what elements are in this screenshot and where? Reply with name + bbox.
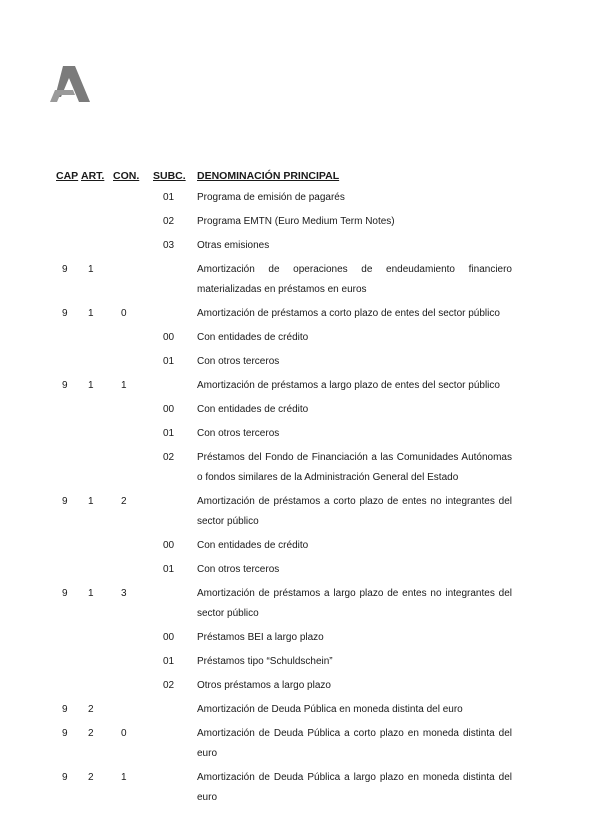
subc-cell: 03 — [163, 240, 175, 251]
denominacion-cell: Programa de emisión de pagarés — [197, 192, 345, 203]
art-cell — [81, 628, 113, 648]
subc-cell: 01 — [163, 564, 175, 575]
denominacion-cell: Con entidades de crédito — [197, 332, 309, 343]
header-denominacion: DENOMINACIÓN PRINCIPAL — [197, 170, 340, 182]
con-cell — [113, 188, 153, 208]
denominacion-cell: Préstamos tipo “Schuldschein” — [197, 656, 333, 667]
header-art: ART. — [81, 170, 105, 182]
table-row — [56, 398, 512, 422]
cap-cell — [56, 560, 81, 580]
con-cell — [113, 212, 153, 232]
art-cell — [81, 424, 113, 444]
cap-cell — [56, 676, 81, 696]
subc-cell — [153, 724, 197, 764]
table-row — [56, 258, 512, 302]
denominacion-cell: Programa EMTN (Euro Medium Term Notes) — [197, 216, 395, 227]
art-cell — [81, 560, 113, 580]
cap-cell — [56, 188, 81, 208]
table-row — [56, 650, 512, 674]
cap-cell — [56, 424, 81, 444]
subc-cell: 00 — [163, 632, 175, 643]
header-con: CON. — [113, 170, 140, 182]
con-cell — [113, 448, 153, 488]
cap-cell — [56, 212, 81, 232]
art-cell — [81, 188, 113, 208]
art-cell — [81, 236, 113, 256]
table-row — [56, 234, 512, 258]
denominacion-cell: Con entidades de crédito — [197, 540, 309, 551]
table-row — [56, 766, 512, 810]
table-row — [56, 722, 512, 766]
cap-cell — [56, 652, 81, 672]
art-cell: 1 — [88, 264, 94, 275]
con-cell — [113, 400, 153, 420]
con-cell: 0 — [121, 308, 127, 319]
con-cell: 0 — [121, 728, 127, 739]
cap-cell — [56, 448, 81, 488]
table-row — [56, 698, 512, 722]
cap-cell: 9 — [62, 308, 68, 319]
table-row — [56, 186, 512, 210]
subc-cell — [153, 584, 197, 624]
con-cell — [113, 652, 153, 672]
art-cell — [81, 676, 113, 696]
subc-cell — [153, 376, 197, 396]
table-row — [56, 446, 512, 490]
con-cell — [113, 628, 153, 648]
cap-cell: 9 — [62, 496, 68, 507]
table-row — [56, 302, 512, 326]
denominacion-cell: Amortización de Deuda Pública en moneda distinta del euro — [197, 704, 463, 715]
subc-cell — [153, 304, 197, 324]
logo-icon — [50, 66, 90, 102]
denominacion-cell: Amortización de préstamos a corto plazo de entes no integrantes del sector público — [197, 496, 512, 527]
table-row — [56, 674, 512, 698]
cap-cell: 9 — [62, 728, 68, 739]
con-cell: 2 — [121, 496, 127, 507]
art-cell — [81, 400, 113, 420]
header-cap: CAP — [56, 170, 79, 182]
denominacion-cell: Otras emisiones — [197, 240, 270, 251]
cap-cell: 9 — [62, 772, 68, 783]
cap-cell — [56, 352, 81, 372]
art-cell: 2 — [88, 728, 94, 739]
table-row — [56, 626, 512, 650]
denominacion-cell: Amortización de operaciones de endeudamiento financiero materializadas en préstamos en euros — [197, 264, 512, 295]
denominacion-cell: Con otros terceros — [197, 564, 280, 575]
subc-cell — [153, 700, 197, 720]
subc-cell: 01 — [163, 428, 175, 439]
cap-cell — [56, 536, 81, 556]
art-cell — [81, 448, 113, 488]
table-row — [56, 534, 512, 558]
subc-cell: 00 — [163, 540, 175, 551]
art-cell — [81, 536, 113, 556]
cap-cell: 9 — [62, 588, 68, 599]
subc-cell: 00 — [163, 332, 175, 343]
con-cell: 1 — [121, 772, 127, 783]
table-row — [56, 558, 512, 582]
art-cell — [81, 352, 113, 372]
table-row — [56, 350, 512, 374]
art-cell — [81, 328, 113, 348]
subc-cell: 01 — [163, 192, 175, 203]
denominacion-cell: Amortización de Deuda Pública a corto plazo en moneda distinta del euro — [197, 728, 512, 759]
denominacion-cell: Con entidades de crédito — [197, 404, 309, 415]
art-cell — [81, 652, 113, 672]
table-row — [56, 582, 512, 626]
table-row — [56, 210, 512, 234]
con-cell — [113, 536, 153, 556]
cap-cell — [56, 328, 81, 348]
denominacion-cell: Otros préstamos a largo plazo — [197, 680, 331, 691]
cap-cell: 9 — [62, 704, 68, 715]
subc-cell: 00 — [163, 404, 175, 415]
art-cell: 1 — [88, 380, 94, 391]
cap-cell: 9 — [62, 264, 68, 275]
table-body — [56, 186, 512, 810]
denominacion-cell: Amortización de préstamos a corto plazo de entes del sector público — [197, 308, 500, 319]
cap-cell — [56, 236, 81, 256]
con-cell — [113, 424, 153, 444]
table-row — [56, 422, 512, 446]
art-cell: 1 — [88, 308, 94, 319]
denominacion-cell: Amortización de préstamos a largo plazo de entes del sector público — [197, 380, 500, 391]
denominacion-cell: Préstamos BEI a largo plazo — [197, 632, 324, 643]
subc-cell — [153, 260, 197, 300]
con-cell — [113, 352, 153, 372]
table-header — [56, 170, 512, 186]
cap-cell — [56, 628, 81, 648]
denominacion-cell: Amortización de Deuda Pública a largo plazo en moneda distinta del euro — [197, 772, 512, 803]
subc-cell: 02 — [163, 680, 175, 691]
subc-cell: 02 — [163, 452, 175, 463]
art-cell: 2 — [88, 772, 94, 783]
con-cell — [113, 676, 153, 696]
table-row — [56, 326, 512, 350]
con-cell: 1 — [121, 380, 127, 391]
subc-cell — [153, 492, 197, 532]
header-subc: SUBC. — [153, 170, 186, 182]
con-cell — [113, 560, 153, 580]
art-cell: 1 — [88, 496, 94, 507]
subc-cell: 01 — [163, 656, 175, 667]
con-cell — [113, 236, 153, 256]
denominacion-cell: Préstamos del Fondo de Financiación a las Comunidades Autónomas o fondos similares de la Administración General del Estado — [197, 452, 512, 483]
subc-cell — [153, 768, 197, 808]
table-row — [56, 490, 512, 534]
table-row — [56, 374, 512, 398]
art-cell: 1 — [88, 588, 94, 599]
subc-cell: 01 — [163, 356, 175, 367]
denominacion-cell: Con otros terceros — [197, 428, 280, 439]
con-cell — [113, 260, 153, 300]
denominacion-cell: Amortización de préstamos a largo plazo de entes no integrantes del sector público — [197, 588, 512, 619]
subc-cell: 02 — [163, 216, 175, 227]
con-cell — [113, 700, 153, 720]
con-cell: 3 — [121, 588, 127, 599]
cap-cell: 9 — [62, 380, 68, 391]
art-cell: 2 — [88, 704, 94, 715]
art-cell — [81, 212, 113, 232]
denominacion-cell: Con otros terceros — [197, 356, 280, 367]
budget-code-table — [56, 170, 512, 810]
cap-cell — [56, 400, 81, 420]
con-cell — [113, 328, 153, 348]
